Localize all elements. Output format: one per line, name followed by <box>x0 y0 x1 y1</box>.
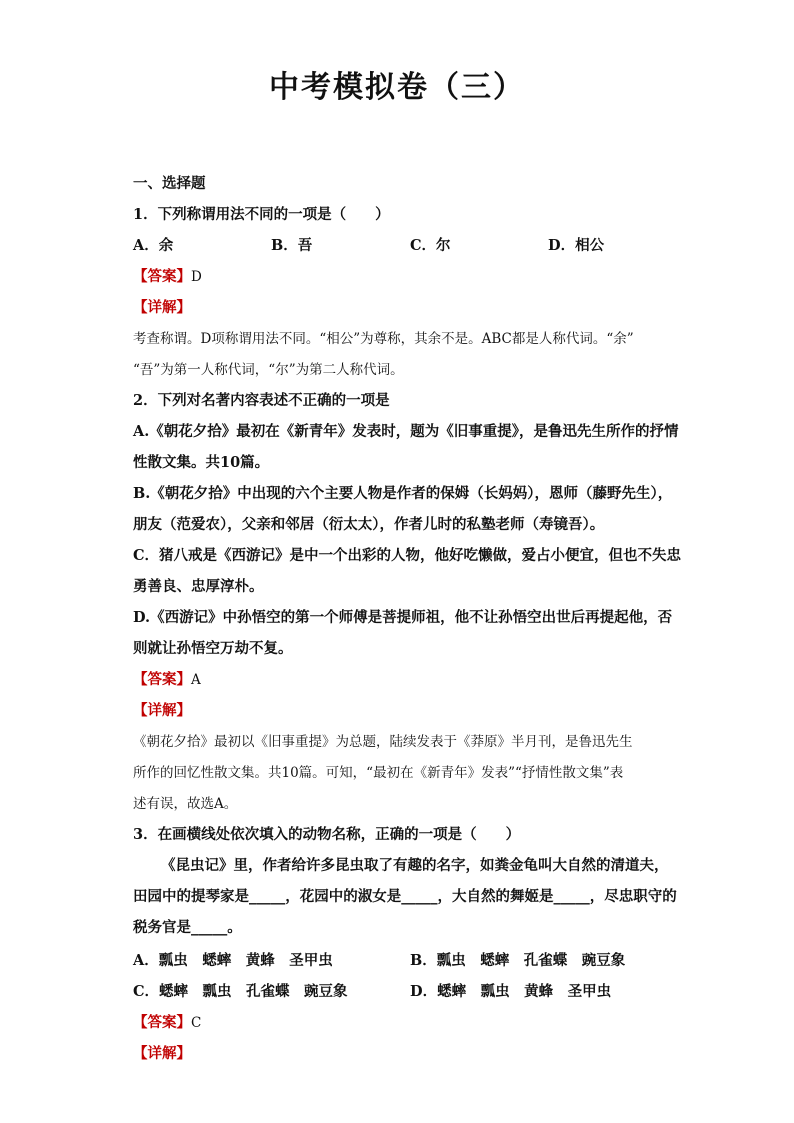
question-2-detail-line: 述有误，故选A。 <box>133 796 238 812</box>
question-3-option-d: D．蟋蟀 瓢虫 黄蜂 圣甲虫 <box>410 983 612 1000</box>
question-1-option-d: D．相公 <box>548 237 605 254</box>
question-1-detail-line: “吾”为第一人称代词，“尔”为第二人称代词。 <box>133 362 404 378</box>
question-1-option-b: B．吾 <box>271 237 313 254</box>
question-2-option-b: B.《朝花夕拾》中出现的六个主要人物是作者的保姆（长妈妈），恩师（藤野先生）， <box>133 485 673 502</box>
question-1-answer <box>133 265 202 286</box>
question-1-stem: 1．下列称谓用法不同的一项是（ ） <box>133 206 390 223</box>
question-2-option-a-cont: 性散文集。共10篇。 <box>133 454 270 471</box>
question-2-option-d-cont: 则就让孙悟空万劫不复。 <box>133 640 293 657</box>
question-2-detail-line: 所作的回忆性散文集。共10篇。可知，“最初在《新青年》发表”“抒情性散文集”表 <box>133 765 624 781</box>
question-3-passage-line: 税务官是_____。 <box>133 919 242 936</box>
question-1-option-c: C．尔 <box>410 237 451 254</box>
question-3-option-c: C．蟋蟀 瓢虫 孔雀蝶 豌豆象 <box>133 983 348 1000</box>
question-3-option-a: A．瓢虫 蟋蟀 黄蜂 圣甲虫 <box>133 952 333 969</box>
answer-value: D <box>191 269 202 285</box>
answer-label: 【答案】 <box>133 671 191 688</box>
question-2-option-b-cont: 朋友（范爱农），父亲和邻居（衍太太），作者儿时的私塾老师（寿镜吾）。 <box>133 516 605 533</box>
question-2-detail-line: 《朝花夕拾》最初以《旧事重提》为总题，陆续发表于《莽原》半月刊，是鲁迅先生 <box>133 734 633 750</box>
question-2-detail-label: 【详解】 <box>133 702 191 719</box>
question-2-option-d: D.《西游记》中孙悟空的第一个师傅是菩提师祖，他不让孙悟空出世后再提起他，否 <box>133 609 673 626</box>
answer-label: 【答案】 <box>133 268 191 285</box>
answer-value: A <box>191 672 201 688</box>
question-3-passage-line: 田园中的提琴家是_____，花园中的淑女是_____，大自然的舞姬是_____，尽忠职守的 <box>133 888 677 905</box>
question-2-option-a: A.《朝花夕拾》最初在《新青年》发表时，题为《旧事重提》，是鲁迅先生所作的抒情 <box>133 423 679 440</box>
question-1-detail-label: 【详解】 <box>133 299 191 316</box>
question-2-stem: 2．下列对名著内容表述不正确的一项是 <box>133 392 390 409</box>
question-2-option-c: C．猪八戒是《西游记》是中一个出彩的人物，他好吃懒做，爱占小便宜，但也不失忠 <box>133 547 682 564</box>
question-2-option-c-cont: 勇善良、忠厚淳朴。 <box>133 578 264 595</box>
answer-value: C <box>191 1015 202 1031</box>
question-3-stem: 3．在画横线处依次填入的动物名称，正确的一项是（ ） <box>133 826 521 843</box>
question-3-answer <box>133 1011 201 1032</box>
question-3-passage-line: 《昆虫记》里，作者给许多昆虫取了有趣的名字，如粪金龟叫大自然的清道夫， <box>161 857 669 874</box>
question-2-answer <box>133 668 201 689</box>
answer-label: 【答案】 <box>133 1014 191 1031</box>
question-1-option-a: A．余 <box>133 237 174 254</box>
question-3-detail-label: 【详解】 <box>133 1045 191 1062</box>
question-3-option-b: B．瓢虫 蟋蟀 孔雀蝶 豌豆象 <box>410 952 626 969</box>
section-heading: 一、选择题 <box>133 175 206 192</box>
page-title: 中考模拟卷（三） <box>269 70 525 105</box>
question-1-detail-line: 考查称谓。D项称谓用法不同。“相公”为尊称，其余不是。ABC都是人称代词。“余” <box>133 331 634 347</box>
